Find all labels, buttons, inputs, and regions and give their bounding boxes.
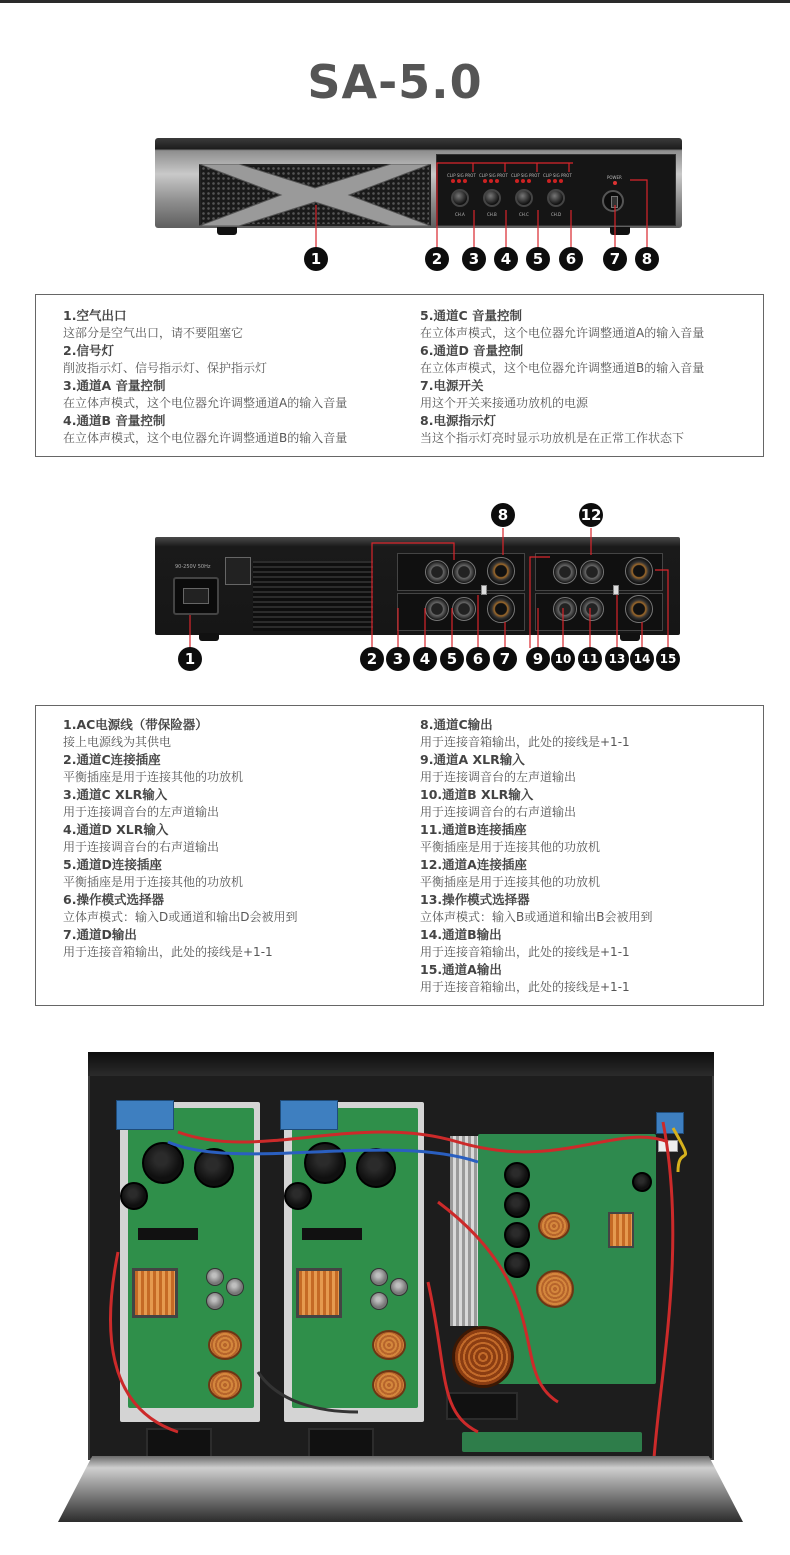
- power-switch[interactable]: [602, 190, 624, 212]
- volume-knob-ch-a[interactable]: [451, 189, 469, 207]
- power-led: [613, 181, 617, 185]
- item-title: 2.信号灯: [63, 343, 114, 358]
- callout-front-1: 1: [304, 247, 328, 271]
- mode-selector-ab[interactable]: [613, 585, 619, 595]
- item-title: 8.电源指示灯: [420, 413, 496, 428]
- item-title: 3.通道A 音量控制: [63, 378, 166, 393]
- item-title: 4.通道D XLR输入: [63, 822, 169, 837]
- foot-left: [217, 227, 237, 235]
- callout-rear-1: 1: [178, 647, 202, 671]
- rear-panel-image: [155, 537, 680, 640]
- callout-rear-10: 10: [551, 647, 575, 671]
- prot-led-a: [463, 179, 467, 183]
- item-desc: 平衡插座是用于连接其他的功放机: [63, 875, 244, 889]
- callout-front-8: 8: [635, 247, 659, 271]
- rear-description-box: [35, 705, 764, 1006]
- callout-rear-11: 11: [578, 647, 602, 671]
- rear-desc-item: [63, 786, 297, 821]
- xlr-input-ch-b[interactable]: [553, 597, 577, 621]
- callout-rear-4: 4: [413, 647, 437, 671]
- callout-rear-12: 12: [579, 503, 603, 527]
- front-desc-item: [420, 342, 704, 377]
- item-title: 8.通道C输出: [420, 717, 493, 732]
- xlr-link-ch-c[interactable]: [425, 560, 449, 584]
- callout-front-5: 5: [526, 247, 550, 271]
- callout-front-2: 2: [425, 247, 449, 271]
- xlr-link-ch-a[interactable]: [553, 560, 577, 584]
- rear-desc-item: [420, 926, 652, 961]
- rear-desc-item: [63, 891, 297, 926]
- xlr-link-ch-d[interactable]: [452, 597, 476, 621]
- prot-led-c: [527, 179, 531, 183]
- front-desc-item: [420, 412, 704, 447]
- front-desc-item: [420, 307, 704, 342]
- fuse-holder: [183, 588, 209, 604]
- item-desc: 削波指示灯、信号指示灯、保护指示灯: [63, 361, 268, 375]
- clip-led-c: [515, 179, 519, 183]
- warning-label: [225, 557, 251, 585]
- item-desc: 用于连接音箱输出，此处的接线是+1-1: [420, 945, 630, 959]
- speakon-output-ch-d[interactable]: [487, 595, 515, 623]
- item-title: 4.通道B 音量控制: [63, 413, 166, 428]
- callout-rear-15: 15: [656, 647, 680, 671]
- rear-desc-item: [63, 751, 297, 786]
- rear-vent: [253, 561, 373, 631]
- mode-selector-cd[interactable]: [481, 585, 487, 595]
- item-title: 1.空气出口: [63, 308, 127, 323]
- item-desc: 当这个指示灯亮时显示功放机是在正常工作状态下: [420, 431, 685, 445]
- item-desc: 立体声模式：输入B或通道和输出B会被用到: [420, 910, 653, 924]
- item-title: 13.操作模式选择器: [420, 892, 530, 907]
- item-title: 3.通道C XLR输入: [63, 787, 168, 802]
- item-desc: 用这个开关来接通功放机的电源: [420, 396, 589, 410]
- internal-view-image: [58, 1052, 743, 1527]
- item-desc: 接上电源线为其供电: [63, 735, 172, 749]
- rear-desc-item: [420, 716, 652, 751]
- rear-desc-item: [63, 926, 297, 961]
- rear-desc-item: [420, 891, 652, 926]
- led-label-b: CLIP SIG PROT: [479, 173, 508, 178]
- front-desc-left: [63, 307, 347, 447]
- front-panel-edge: [58, 1456, 743, 1522]
- product-title: SA-5.0: [307, 55, 483, 109]
- prot-led-d: [559, 179, 563, 183]
- item-desc: 在立体声模式，这个电位器允许调整通道B的输入音量: [420, 361, 705, 375]
- rear-desc-item: [420, 786, 652, 821]
- item-desc: 用于连接调音台的左声道输出: [420, 770, 577, 784]
- control-panel: [436, 154, 676, 226]
- ch-a-label: CH.A: [455, 212, 465, 217]
- front-desc-item: [420, 377, 704, 412]
- item-title: 7.电源开关: [420, 378, 484, 393]
- volume-knob-ch-c[interactable]: [515, 189, 533, 207]
- power-label: POWER: [607, 175, 622, 180]
- volume-knob-ch-d[interactable]: [547, 189, 565, 207]
- rear-desc-item: [420, 751, 652, 786]
- item-desc: 用于连接音箱输出，此处的接线是+1-1: [63, 945, 273, 959]
- rear-foot-left: [199, 633, 219, 641]
- front-desc-item: [63, 377, 347, 412]
- callout-front-7: 7: [603, 247, 627, 271]
- sig-led-d: [553, 179, 557, 183]
- clip-led-a: [451, 179, 455, 183]
- callout-front-4: 4: [494, 247, 518, 271]
- item-desc: 用于连接音箱输出，此处的接线是+1-1: [420, 980, 630, 994]
- sig-led-a: [457, 179, 461, 183]
- sig-led-c: [521, 179, 525, 183]
- callout-rear-5: 5: [440, 647, 464, 671]
- speakon-output-ch-a[interactable]: [625, 557, 653, 585]
- item-title: 6.操作模式选择器: [63, 892, 164, 907]
- speakon-output-ch-c[interactable]: [487, 557, 515, 585]
- xlr-link-ch-b[interactable]: [580, 597, 604, 621]
- item-desc: 立体声模式：输入D或通道和输出D会被用到: [63, 910, 298, 924]
- item-title: 5.通道C 音量控制: [420, 308, 522, 323]
- rear-foot-right: [620, 633, 640, 641]
- front-desc-item: [63, 342, 347, 377]
- callout-front-6: 6: [559, 247, 583, 271]
- item-desc: 平衡插座是用于连接其他的功放机: [420, 840, 601, 854]
- callout-front-3: 3: [462, 247, 486, 271]
- internal-wiring: [58, 1052, 743, 1522]
- item-title: 1.AC电源线（带保险器）: [63, 717, 208, 732]
- voltage-label: 90-250V 50Hz: [175, 564, 211, 570]
- ac-power-inlet[interactable]: [173, 577, 219, 615]
- x-logo-icon: [199, 164, 431, 226]
- rear-desc-right: [420, 716, 652, 996]
- front-panel-image: [155, 138, 682, 234]
- rear-desc-item: [420, 856, 652, 891]
- item-title: 10.通道B XLR输入: [420, 787, 534, 802]
- volume-knob-ch-b[interactable]: [483, 189, 501, 207]
- led-label-a: CLIP SIG PROT: [447, 173, 476, 178]
- ch-b-label: CH.B: [487, 212, 497, 217]
- rear-desc-left: [63, 716, 297, 961]
- callout-rear-3: 3: [386, 647, 410, 671]
- clip-led-b: [483, 179, 487, 183]
- rear-desc-item: [420, 961, 652, 996]
- callout-rear-14: 14: [630, 647, 654, 671]
- item-title: 7.通道D输出: [63, 927, 137, 942]
- item-title: 2.通道C连接插座: [63, 752, 161, 767]
- front-desc-right: [420, 307, 704, 447]
- front-desc-item: [63, 412, 347, 447]
- callout-rear-13: 13: [605, 647, 629, 671]
- ch-d-label: CH.D: [551, 212, 562, 217]
- prot-led-b: [495, 179, 499, 183]
- front-desc-item: [63, 307, 347, 342]
- clip-led-d: [547, 179, 551, 183]
- item-title: 11.通道B连接插座: [420, 822, 527, 837]
- front-description-box: [35, 294, 764, 457]
- led-label-d: CLIP SIG PROT: [543, 173, 572, 178]
- item-title: 15.通道A输出: [420, 962, 502, 977]
- item-desc: 在立体声模式，这个电位器允许调整通道A的输入音量: [63, 396, 348, 410]
- top-divider: [0, 0, 790, 3]
- item-title: 6.通道D 音量控制: [420, 343, 524, 358]
- item-desc: 用于连接调音台的右声道输出: [420, 805, 577, 819]
- rear-desc-item: [63, 716, 297, 751]
- ch-c-label: CH.C: [519, 212, 529, 217]
- xlr-input-ch-d[interactable]: [425, 597, 449, 621]
- rear-desc-item: [420, 821, 652, 856]
- item-desc: 用于连接音箱输出，此处的接线是+1-1: [420, 735, 630, 749]
- xlr-input-ch-a[interactable]: [580, 560, 604, 584]
- sig-led-b: [489, 179, 493, 183]
- item-desc: 用于连接调音台的右声道输出: [63, 840, 220, 854]
- callout-rear-2: 2: [360, 647, 384, 671]
- item-title: 14.通道B输出: [420, 927, 502, 942]
- speakon-output-ch-b[interactable]: [625, 595, 653, 623]
- xlr-input-ch-c[interactable]: [452, 560, 476, 584]
- callout-rear-9: 9: [526, 647, 550, 671]
- item-title: 5.通道D连接插座: [63, 857, 162, 872]
- led-label-c: CLIP SIG PROT: [511, 173, 540, 178]
- item-title: 12.通道A连接插座: [420, 857, 527, 872]
- item-desc: 在立体声模式，这个电位器允许调整通道B的输入音量: [63, 431, 348, 445]
- item-desc: 用于连接调音台的左声道输出: [63, 805, 220, 819]
- item-title: 9.通道A XLR输入: [420, 752, 525, 767]
- foot-right: [610, 227, 630, 235]
- rear-desc-item: [63, 821, 297, 856]
- item-desc: 平衡插座是用于连接其他的功放机: [420, 875, 601, 889]
- item-desc: 平衡插座是用于连接其他的功放机: [63, 770, 244, 784]
- callout-rear-7: 7: [493, 647, 517, 671]
- callout-rear-8: 8: [491, 503, 515, 527]
- item-desc: 这部分是空气出口，请不要阻塞它: [63, 326, 244, 340]
- item-desc: 在立体声模式，这个电位器允许调整通道A的输入音量: [420, 326, 705, 340]
- rear-desc-item: [63, 856, 297, 891]
- callout-rear-6: 6: [466, 647, 490, 671]
